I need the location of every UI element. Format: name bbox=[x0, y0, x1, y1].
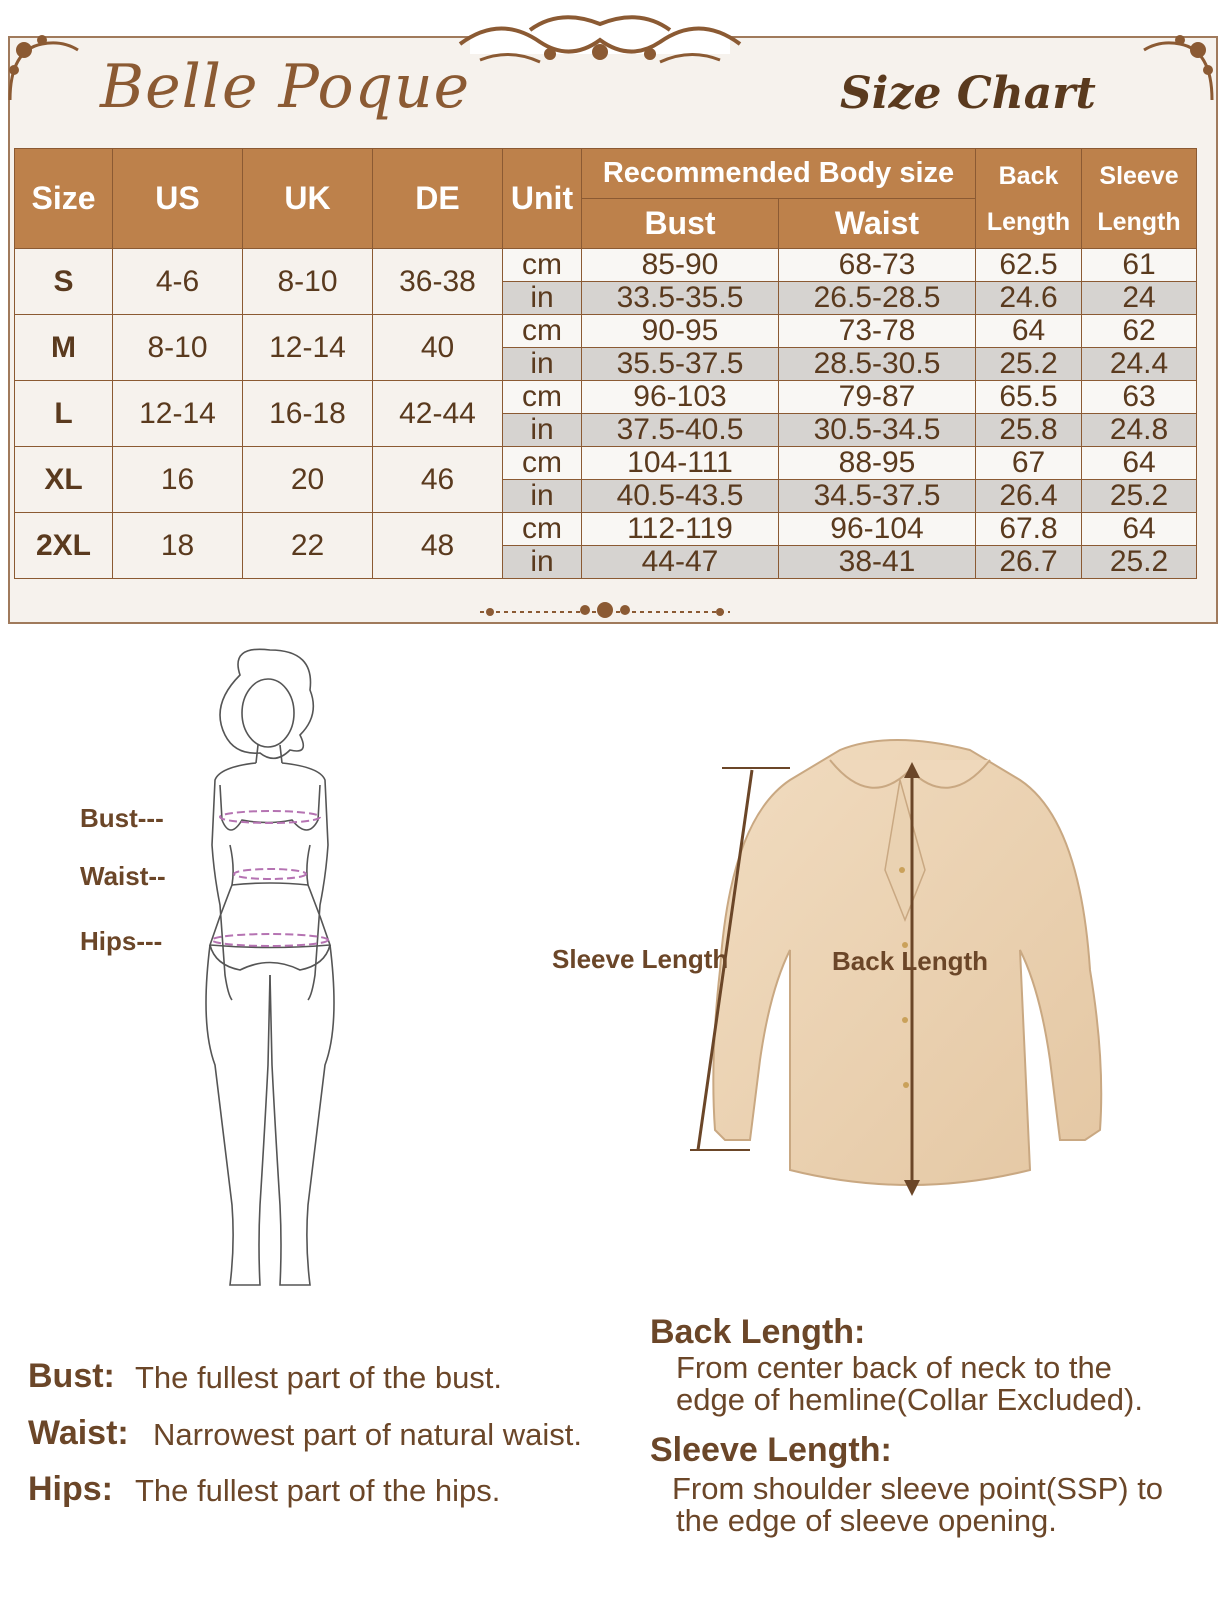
uk-cell: 12-14 bbox=[243, 315, 373, 381]
uk-cell: 22 bbox=[243, 513, 373, 579]
uk-cell: 20 bbox=[243, 447, 373, 513]
unit-cell: cm bbox=[503, 315, 582, 348]
waist-cell: 34.5-37.5 bbox=[779, 480, 976, 513]
sleeve-length-definition-line1: From shoulder sleeve point(SSP) to bbox=[672, 1471, 1164, 1506]
header-sleeve-length bbox=[1082, 149, 1197, 249]
size-table bbox=[14, 148, 1197, 579]
hips-label: Hips--- bbox=[80, 926, 163, 956]
header-uk: UK bbox=[243, 149, 373, 249]
back-cell: 25.8 bbox=[976, 414, 1082, 447]
sleeve-cell: 24.8 bbox=[1082, 414, 1197, 447]
bust-cell: 40.5-43.5 bbox=[582, 480, 779, 513]
us-cell: 4-6 bbox=[113, 249, 243, 315]
bust-cell: 44-47 bbox=[582, 546, 779, 579]
bust-label: Bust--- bbox=[80, 803, 164, 833]
size-cell: S bbox=[15, 249, 113, 315]
header-unit: Unit bbox=[503, 149, 582, 249]
waist-cell: 88-95 bbox=[779, 447, 976, 480]
bust-definition: The fullest part of the bust. bbox=[135, 1360, 503, 1395]
unit-cell: in bbox=[503, 480, 582, 513]
back-length-definition-line1: From center back of neck to the bbox=[676, 1350, 1112, 1385]
uk-cell: 16-18 bbox=[243, 381, 373, 447]
waist-cell: 96-104 bbox=[779, 513, 976, 546]
sleeve-length-term: Sleeve Length: bbox=[650, 1431, 892, 1469]
top-scroll-ornament bbox=[440, 4, 760, 74]
sleeve-cell: 61 bbox=[1082, 249, 1197, 282]
hips-term: Hips: bbox=[28, 1470, 113, 1508]
back-cell: 26.7 bbox=[976, 546, 1082, 579]
back-cell: 67.8 bbox=[976, 513, 1082, 546]
sleeve-cell: 64 bbox=[1082, 513, 1197, 546]
unit-cell: in bbox=[503, 546, 582, 579]
sleeve-cell: 25.2 bbox=[1082, 480, 1197, 513]
unit-cell: cm bbox=[503, 447, 582, 480]
waist-definition: Narrowest part of natural waist. bbox=[153, 1417, 583, 1452]
us-cell: 16 bbox=[113, 447, 243, 513]
unit-cell: in bbox=[503, 348, 582, 381]
unit-cell: cm bbox=[503, 513, 582, 546]
size-cell: 2XL bbox=[15, 513, 113, 579]
sleeve-cell: 63 bbox=[1082, 381, 1197, 414]
header-us: US bbox=[113, 149, 243, 249]
bust-cell: 35.5-37.5 bbox=[582, 348, 779, 381]
unit-cell: cm bbox=[503, 381, 582, 414]
header-size: Size bbox=[15, 149, 113, 249]
waist-cell: 30.5-34.5 bbox=[779, 414, 976, 447]
header-recommended: Recommended Body size bbox=[582, 149, 976, 199]
bust-cell: 37.5-40.5 bbox=[582, 414, 779, 447]
back-cell: 67 bbox=[976, 447, 1082, 480]
waist-cell: 28.5-30.5 bbox=[779, 348, 976, 381]
sleeve-cell: 62 bbox=[1082, 315, 1197, 348]
back-length-definition-line2: edge of hemline(Collar Excluded). bbox=[676, 1382, 1143, 1417]
back-cell: 64 bbox=[976, 315, 1082, 348]
back-cell: 25.2 bbox=[976, 348, 1082, 381]
de-cell: 46 bbox=[373, 447, 503, 513]
waist-cell: 38-41 bbox=[779, 546, 976, 579]
waist-cell: 73-78 bbox=[779, 315, 976, 348]
body-figure-illustration bbox=[180, 645, 360, 1295]
waist-term: Waist: bbox=[28, 1414, 129, 1452]
us-cell: 12-14 bbox=[113, 381, 243, 447]
header-de: DE bbox=[373, 149, 503, 249]
unit-cell: cm bbox=[503, 249, 582, 282]
sleeve-length-definition-line2: the edge of sleeve opening. bbox=[676, 1503, 1057, 1538]
right-corner-ornament bbox=[1140, 30, 1220, 110]
us-cell: 8-10 bbox=[113, 315, 243, 381]
back-cell: 26.4 bbox=[976, 480, 1082, 513]
header-bust: Bust bbox=[582, 199, 779, 249]
bust-term: Bust: bbox=[28, 1357, 115, 1395]
sleeve-length-label: Sleeve Length bbox=[552, 944, 729, 974]
uk-cell: 8-10 bbox=[243, 249, 373, 315]
sleeve-cell: 25.2 bbox=[1082, 546, 1197, 579]
us-cell: 18 bbox=[113, 513, 243, 579]
de-cell: 42-44 bbox=[373, 381, 503, 447]
de-cell: 36-38 bbox=[373, 249, 503, 315]
waist-cell: 68-73 bbox=[779, 249, 976, 282]
bust-cell: 90-95 bbox=[582, 315, 779, 348]
sleeve-cell: 64 bbox=[1082, 447, 1197, 480]
back-cell: 65.5 bbox=[976, 381, 1082, 414]
de-cell: 48 bbox=[373, 513, 503, 579]
bust-cell: 33.5-35.5 bbox=[582, 282, 779, 315]
unit-cell: in bbox=[503, 282, 582, 315]
header-waist: Waist bbox=[779, 199, 976, 249]
header-back-line1: Back bbox=[998, 161, 1059, 190]
size-cell: L bbox=[15, 381, 113, 447]
waist-cell: 79-87 bbox=[779, 381, 976, 414]
waist-cell: 26.5-28.5 bbox=[779, 282, 976, 315]
chart-title: Size Chart bbox=[840, 68, 1096, 119]
header-back-length bbox=[976, 149, 1082, 249]
bust-cell: 96-103 bbox=[582, 381, 779, 414]
sleeve-cell: 24 bbox=[1082, 282, 1197, 315]
back-length-label: Back Length bbox=[832, 946, 989, 976]
back-cell: 24.6 bbox=[976, 282, 1082, 315]
size-cell: XL bbox=[15, 447, 113, 513]
left-corner-ornament bbox=[2, 30, 82, 110]
bust-cell: 112-119 bbox=[582, 513, 779, 546]
hips-definition: The fullest part of the hips. bbox=[135, 1473, 501, 1508]
header-sleeve-line2: Length bbox=[1097, 207, 1181, 236]
header-back-line2: Length bbox=[986, 207, 1071, 236]
sleeve-cell: 24.4 bbox=[1082, 348, 1197, 381]
bust-cell: 104-111 bbox=[582, 447, 779, 480]
bottom-divider-ornament bbox=[470, 596, 740, 628]
back-length-term: Back Length: bbox=[650, 1313, 866, 1351]
waist-label: Waist-- bbox=[80, 861, 166, 891]
bust-cell: 85-90 bbox=[582, 249, 779, 282]
de-cell: 40 bbox=[373, 315, 503, 381]
size-cell: M bbox=[15, 315, 113, 381]
back-cell: 62.5 bbox=[976, 249, 1082, 282]
brand-logo: Belle Poque bbox=[100, 52, 471, 122]
header-sleeve-line1: Sleeve bbox=[1099, 161, 1179, 190]
unit-cell: in bbox=[503, 414, 582, 447]
